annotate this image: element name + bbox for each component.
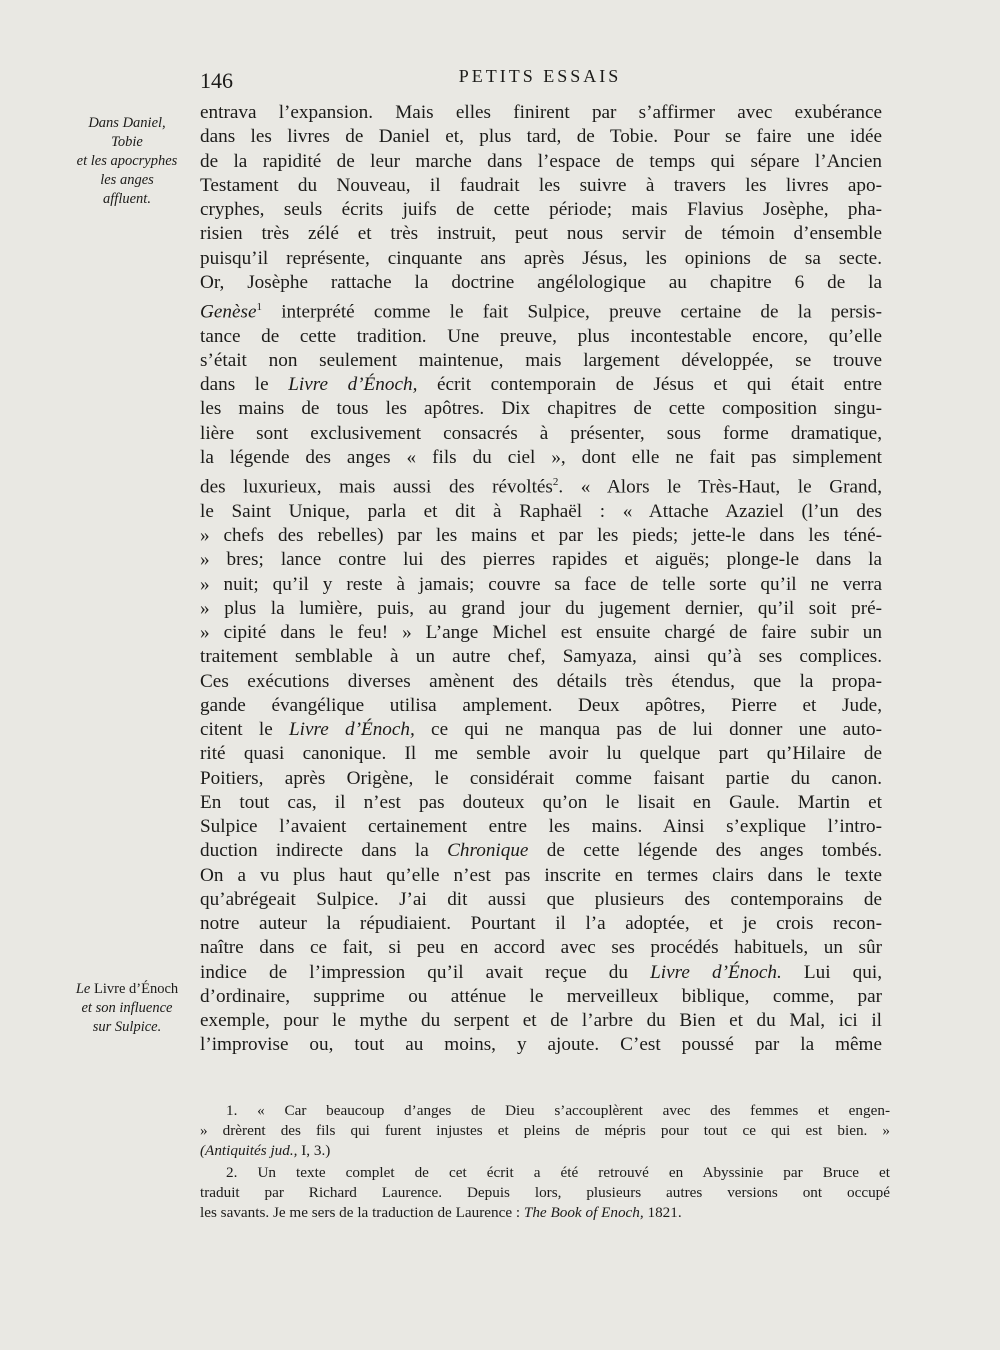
body-line: s’était non seulement maintenue, mais largement développée, se trouve [200,349,882,371]
body-line: dans les livres de Daniel et, plus tard, de Tobie. Pour se faire une idée [200,126,882,148]
body-line: entrava l’expansion. Mais elles finirent par s’affirmer avec exubérance [200,102,882,123]
margin-note-line [62,980,192,999]
footnote-line: » drèrent des fils qui furent injustes et pleins de mépris pour tout ce qui est bien. » [200,1121,890,1139]
body-text-run: interprété comme le fait Sulpice, preuve certaine de la persis- [261,301,882,323]
body-line: naître dans ce fait, si peu en accord avec ses procédés habituels, un sûr [200,937,882,959]
footnote-text: I, 3.) [297,1141,331,1159]
body-text-run: . « Alors le Très-Haut, le Grand, [558,476,883,498]
body-line: de la rapidité de leur marche dans l’espace de temps qui sépare l’Ancien [200,150,882,172]
footnote-line [200,1203,890,1223]
body-line: tance de cette tradition. Une preuve, plus incontestable encore, qu’elle [200,325,882,347]
body-line: cryphes, seuls écrits juifs de cette période; mais Flavius Josèphe, pha- [200,199,882,220]
margin-note-line: et son influence [81,1000,173,1016]
footnote-1 [200,1101,890,1160]
margin-note-book-title: Livre d’Énoch [93,981,179,997]
footnote-marker: 2 [552,476,559,489]
running-title: PETITS ESSAIS [458,66,622,86]
body-line: rité quasi canonique. Il me semble avoir lu quelque part qu’Hilaire de [200,743,882,765]
body-line: » bres; lance contre lui des pierres rapides et aiguës; plonge-le dans la [200,549,882,571]
body-line: d’ordinaire, supprime ou atténue le merveilleux biblique, comme, par [200,985,882,1007]
body-line: » chefs des rebelles) par les mains et par les pieds; jette-le dans les téné- [200,525,882,547]
body-line: gande évangélique utilisa amplement. Deux apôtres, Pierre et Jude, [200,694,882,716]
body-line: notre auteur la répudiaient. Pourtant il l’a adoptée, et je crois recon- [200,913,882,935]
body-line: le Saint Unique, parla et dit à Raphaël : « Attache Azaziel (l’un des [200,500,882,522]
body-text-run: écrit contemporain de Jésus et qui était entre [417,374,883,396]
footnote-text: 1821. [643,1203,682,1221]
footnote-text: les savants. Je me sers de la traduction de Laurence : [200,1203,524,1221]
body-text-run: citent le [200,719,289,741]
italic-title: Livre d’Énoch. [650,961,782,983]
body-line: l’improvise ou, tout au moins, y ajoute. C’est poussé par la même [200,1034,882,1056]
body-line: qu’abrégeait Sulpice. J’ai dit aussi que plusieurs des contemporains de [200,888,882,910]
italic-title: Livre d’Énoch, [288,719,415,741]
margin-note-line: et les apocryphes [76,153,178,169]
body-line: Ces exécutions diverses amènent des détails très étendus, que la propa- [200,670,882,692]
body-line: Or, Josèphe rattache la doctrine angélologique au chapitre 6 de la [200,271,882,293]
margin-note-daniel-tobie [62,114,192,209]
margin-note-line: Tobie [111,134,143,150]
body-text-run: Lui qui, [781,961,882,983]
page-number: 146 [200,68,233,93]
body-line: lière sont exclusivement consacrés à présenter, sous forme dramatique, [200,422,882,444]
body-line: exemple, pour le mythe du serpent et de l’arbre du Bien et du Mal, ici il [200,1010,882,1032]
body-text-run: dans le [200,374,289,396]
italic-title: Chronique [447,840,529,862]
body-line: » nuit; qu’il y reste à jamais; couvre sa face de telle sorte qu’il ne verra [200,573,882,595]
body-line [200,718,882,742]
margin-note-line: Dans Daniel, [88,115,166,131]
footnote-line: 1. « Car beaucoup d’anges de Dieu s’accouplèrent avec des femmes et engen- [226,1102,890,1119]
body-line [200,295,882,325]
body-line: la légende des anges « fils du ciel », dont elle ne fait pas simplement [200,446,882,468]
footnote-line: 2. Un texte complet de cet écrit a été retrouvé en Abyssinie par Bruce et [226,1164,890,1182]
body-line: risien très zélé et très instruit, peut nous servir de témoin d’ensemble [200,223,882,245]
body-text-run: de cette légende des anges tombés. [528,840,882,862]
footnote-2 [200,1163,890,1222]
body-line: On a vu plus haut qu’elle n’est pas inscrite en termes clairs dans le texte [200,864,882,886]
body-text-run: des luxurieux, mais aussi des révoltés [200,476,553,498]
body-line: Testament du Nouveau, il faudrait les suivre à travers les livres apo- [200,174,882,196]
margin-note-livre-enoch [62,980,192,1037]
body-line: En tout cas, il n’est pas douteux qu’on le lisait en Gaule. Martin et [200,791,882,813]
body-line: puisqu’il représente, cinquante ans après Jésus, les opinions de sa secte. [200,247,882,269]
footnote-italic: The Book of Enoch, [523,1203,644,1221]
footnote-line: traduit par Richard Laurence. Depuis lors, plusieurs autres versions ont occupé [200,1184,890,1202]
body-line: » cipité dans le feu! » L’ange Michel est ensuite chargé de faire subir un [200,622,882,644]
margin-note-line: sur Sulpice. [92,1019,162,1035]
margin-note-prefix: Le [75,981,91,997]
margin-note-line: les anges [100,172,154,188]
body-text-run: indice de l’impression qu’il avait reçue du [200,961,651,983]
footnotes [200,1101,890,1223]
footnote-italic: (Antiquités jud., [200,1141,298,1159]
body-text-run: duction indirecte dans la [200,840,448,862]
body-line: les mains de tous les apôtres. Dix chapitres de cette composition singu- [200,398,882,420]
body-line: » plus la lumière, puis, au grand jour du jugement dernier, qu’il soit pré- [200,597,882,619]
body-text-run: ce qui ne manqua pas de lui donner une auto- [414,719,883,741]
body-line [200,961,882,985]
body-text [200,101,882,1058]
italic-title: Genèse [200,301,257,323]
body-line [200,373,882,397]
footnote-marker: 1 [256,301,262,313]
margin-note-line: affluent. [103,191,151,207]
body-line: Poitiers, après Origène, le considérait comme faisant partie du canon. [200,767,882,789]
body-line [200,839,882,863]
italic-title: Livre d’Énoch, [288,374,418,396]
body-line: Sulpice l’avaient certainement entre les mains. Ainsi s’explique l’intro- [200,816,882,838]
body-line: traitement semblable à un autre chef, Samyaza, ainsi qu’à ses complices. [200,646,882,668]
footnote-line [200,1141,890,1161]
body-line [200,470,882,500]
